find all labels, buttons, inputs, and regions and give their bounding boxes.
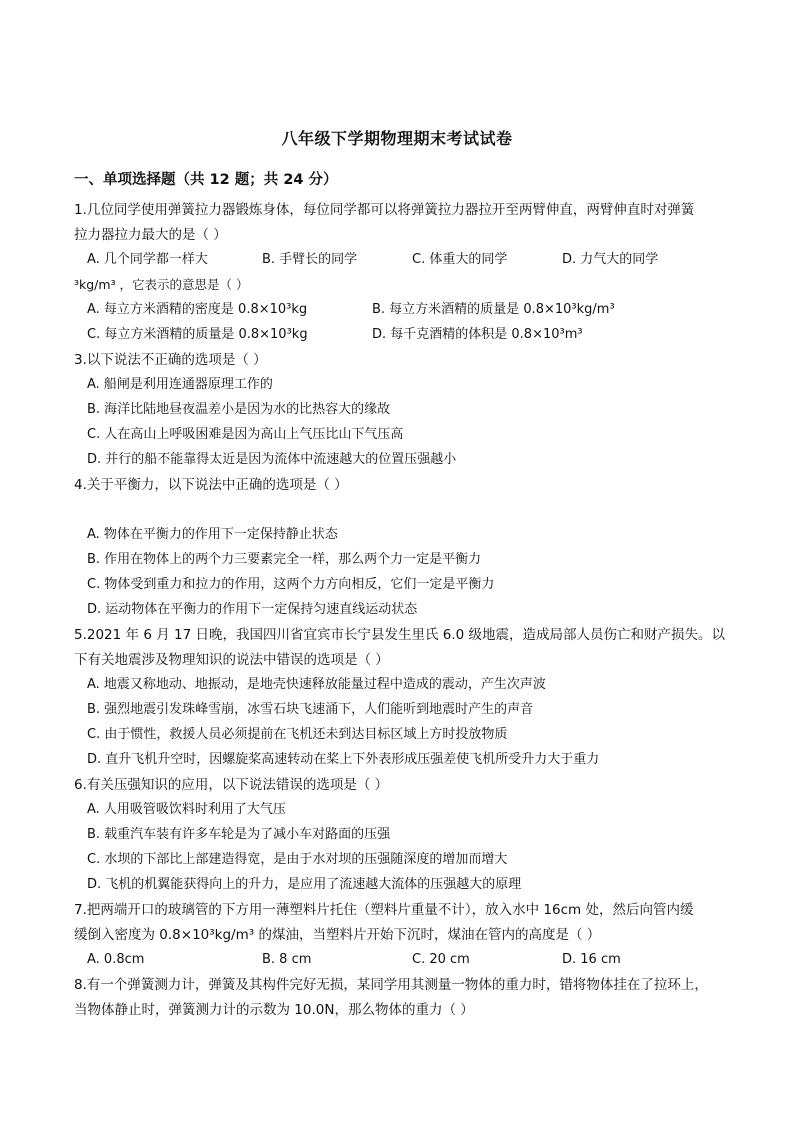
q1-option-a: A. 几个同学都一样大: [87, 252, 208, 267]
q7-option-b: B. 8 cm: [262, 952, 312, 967]
q1-stem-line1: 1.几位同学使用弹簧拉力器锻炼身体，每位同学都可以将弹簧拉力器拉开至两臂伸直，两臂伸直时对弹簧: [74, 202, 695, 218]
q3-option-c: C. 人在高山上呼吸困难是因为高山上气压比山下气压高: [87, 427, 404, 442]
q1-option-d: D. 力气大的同学: [562, 252, 659, 267]
q4-stem: 4.关于平衡力，以下说法中正确的选项是（ ）: [74, 477, 348, 493]
q4-option-b: B. 作用在物体上的两个力三要素完全一样，那么两个力一定是平衡力: [87, 552, 482, 567]
q5-stem-line2: 下有关地震涉及物理知识的说法中错误的选项是（ ）: [74, 652, 389, 668]
q5-option-c: C. 由于惯性，救援人员必须提前在飞机还未到达目标区域上方时投放物质: [87, 727, 508, 742]
q7-stem-line2: 缓倒入密度为 0.8×10³kg/m³ 的煤油，当塑料片开始下沉时，煤油在管内的高度是（ ）: [74, 927, 601, 943]
q5-option-b: B. 强烈地震引发珠峰雪崩，冰雪石块飞速涌下，人们能听到地震时产生的声音: [87, 702, 534, 717]
q3-option-a: A. 船闸是利用连通器原理工作的: [87, 377, 273, 392]
q7-option-c: C. 20 cm: [412, 952, 470, 967]
q2-option-c: C. 每立方米酒精的质量是 0.8×10³kg: [87, 327, 308, 342]
q8-stem-line1: 8.有一个弹簧测力计，弹簧及其构件完好无损，某同学用其测量一物体的重力时，错将物体挂在了拉环上，: [74, 977, 708, 993]
q4-option-a: A. 物体在平衡力的作用下一定保持静止状态: [87, 527, 338, 542]
q1-option-b: B. 手臂长的同学: [262, 252, 358, 267]
q7-option-d: D. 16 cm: [562, 952, 621, 967]
section-heading: 一、单项选择题（共 12 题；共 24 分）: [74, 172, 338, 188]
page-title: 八年级下学期物理期末考试试卷: [281, 129, 513, 148]
q3-option-b: B. 海洋比陆地昼夜温差小是因为水的比热容大的缘故: [87, 402, 391, 417]
q6-option-b: B. 载重汽车装有许多车轮是为了减小车对路面的压强: [87, 827, 391, 842]
q7-option-a: A. 0.8cm: [87, 952, 145, 967]
q5-stem-line1: 5.2021 年 6 月 17 日晚，我国四川省宜宾市长宁县发生里氏 6.0 级地震，造成局部人员伤亡和财产损失。以: [74, 627, 726, 643]
q5-option-a: A. 地震又称地动、地振动，是地壳快速释放能量过程中造成的震动，产生次声波: [87, 677, 546, 692]
q2-option-a: A. 每立方米酒精的密度是 0.8×10³kg: [87, 302, 308, 317]
q6-option-c: C. 水坝的下部比上部建造得宽，是由于水对坝的压强随深度的增加而增大: [87, 852, 508, 867]
q6-stem: 6.有关压强知识的应用，以下说法错误的选项是（ ）: [74, 777, 389, 793]
q3-option-d: D. 并行的船不能靠得太近是因为流体中流速越大的位置压强越小: [87, 452, 457, 467]
q7-stem-line1: 7.把两端开口的玻璃管的下方用一薄塑料片托住（塑料片重量不计），放入水中 16cm 处，然后向管内缓: [74, 902, 694, 918]
q2-option-b: B. 每立方米酒精的质量是 0.8×10³kg/m³: [372, 302, 615, 317]
q1-stem-line2: 拉力器拉力最大的是（ ）: [74, 227, 227, 243]
q4-option-c: C. 物体受到重力和拉力的作用，这两个力方向相反，它们一定是平衡力: [87, 577, 495, 592]
q4-option-d: D. 运动物体在平衡力的作用下一定保持匀速直线运动状态: [87, 602, 418, 617]
q8-stem-line2: 当物体静止时，弹簧测力计的示数为 10.0N，那么物体的重力（ ）: [74, 1002, 474, 1018]
q1-option-c: C. 体重大的同学: [412, 252, 508, 267]
q6-option-d: D. 飞机的机翼能获得向上的升力，是应用了流速越大流体的压强越大的原理: [87, 877, 522, 892]
q2-option-d: D. 每千克酒精的体积是 0.8×10³m³: [372, 327, 583, 342]
q3-stem: 3.以下说法不正确的选项是（ ）: [74, 352, 267, 368]
q5-option-d: D. 直升飞机升空时，因螺旋桨高速转动在桨上下外表形成压强差使飞机所受升力大于重力: [87, 752, 600, 767]
q6-option-a: A. 人用吸管吸饮料时利用了大气压: [87, 802, 286, 817]
q2-stem: ³kg/m³ ，它表示的意思是（ ）: [74, 277, 249, 292]
